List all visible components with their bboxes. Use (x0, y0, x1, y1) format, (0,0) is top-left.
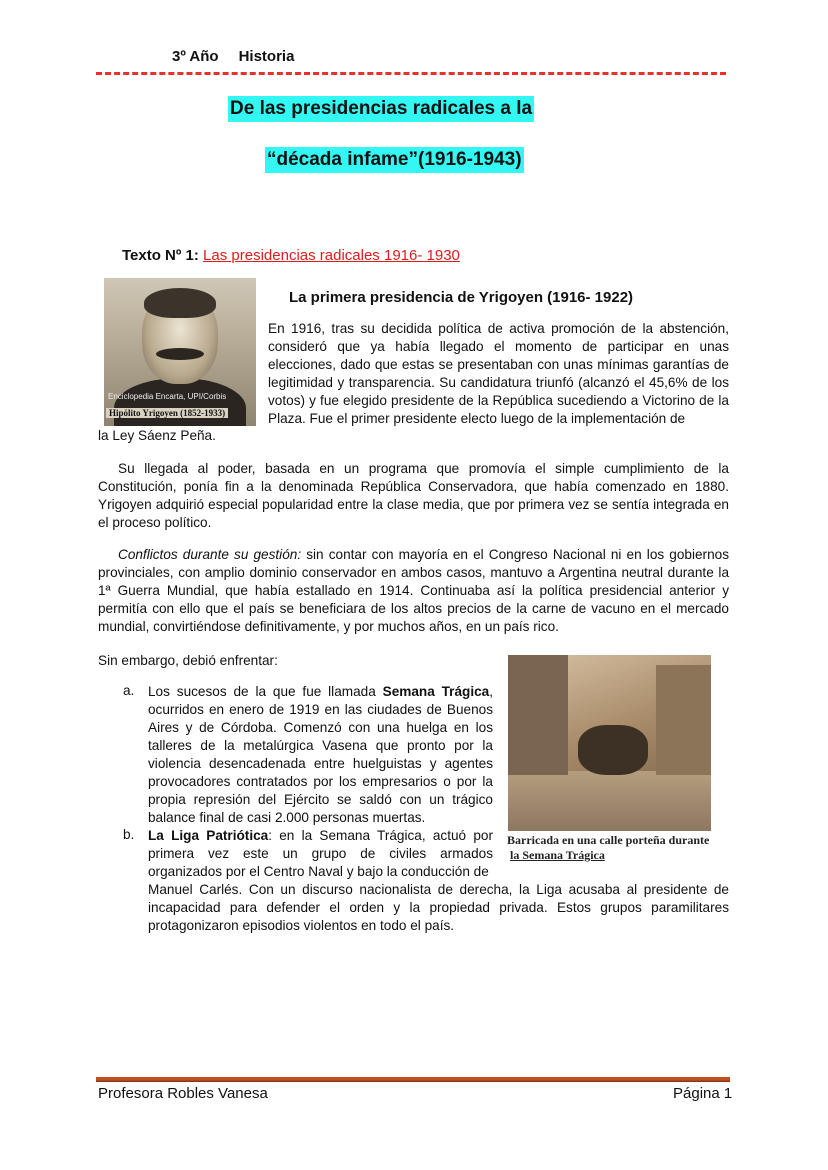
barricade-caption: Barricada en una calle porteña durante la Semana Trágica (507, 833, 710, 862)
text-label: Texto Nº 1: (122, 247, 199, 264)
paragraph-2: Su llegada al poder, basada en un programa que promovía el simple cumplimiento de la Constitución, ponía fin a la denominada República Conservadora, que había comenzado en 1880. Yrigoyen adquirió especial popularidad entre la clase media, que por primera vez se sentía integrada en el proceso político. (98, 461, 729, 530)
footer-rule (96, 1077, 730, 1082)
footer-author: Profesora Robles Vanesa (98, 1085, 268, 1102)
list-item-a: Los sucesos de la que fue llamada Semana Trágica, ocurridos en enero de 1919 en las ciudades de Buenos Aires y de Córdoba. Comenzó con una huelga en los talleres de la metalúrgica Vasena que pronto por la violencia desencadenada entre huelguistas y agentes provocadores contratados por los empresarios o por la propia represión del Ejército se saldó con un trágico balance final de casi 2.000 personas muertas. (148, 684, 493, 825)
title-line-1: De las presidencias radicales a la (228, 96, 534, 122)
list-label-a: a. (123, 683, 135, 698)
conflicts-label: Conflictos durante su gestión: (118, 547, 302, 562)
list-label-b: b. (123, 827, 135, 842)
text-link[interactable]: Las presidencias radicales 1916- 1930 (203, 247, 460, 264)
paragraph-1-end: la Ley Sáenz Peña. (98, 428, 216, 443)
photo-caption: Hipólito Yrigoyen (1852-1933) (106, 408, 228, 418)
page-header (172, 48, 294, 65)
list-item-b: La Liga Patriótica: en la Semana Trágica, actuó por primera vez este un grupo de civiles armados organizados por el Centro Naval y bajo la conducción de (148, 828, 494, 879)
text-heading (122, 247, 460, 264)
section-subtitle: La primera presidencia de Yrigoyen (1916- 1922) (289, 289, 634, 306)
footer-page: Página 1 (673, 1085, 733, 1102)
header-subject: Historia (238, 48, 295, 65)
list-item-b-end: Manuel Carlés. Con un discurso nacionalista de derecha, la Liga acusaba al presidente de incapacidad para defender el orden y la propiedad privada. Estos grupos paramilitares protagonizaron episodios violentos en todo el país. (148, 882, 729, 933)
yrigoyen-photo (104, 278, 256, 426)
paragraph-4: Sin embargo, debió enfrentar: (98, 653, 278, 668)
title-line-2: “década infame”(1916-1943) (265, 147, 524, 173)
barricade-photo (508, 655, 711, 831)
photo-credit: Enciclopedia Encarta, UPI/Corbis (108, 392, 227, 401)
paragraph-1: En 1916, tras su decidida política de activa promoción de la abstención, consideró que ya había llegado el momento de participar en unas elecciones, dado que estas se presentaban con unas mínimas garantías de legitimidad y transparencia. Su candidatura triunfó (alcanzó el 45,6% de los votos) y fue elegido presidente de la República sucediendo a Victorino de la Plaza. Fue el primer presidente electo luego de la implementación de (268, 321, 729, 426)
header-divider (96, 72, 726, 75)
header-year: 3º Año (172, 48, 219, 65)
paragraph-3: Conflictos durante su gestión: sin contar con mayoría en el Congreso Nacional ni en los gobiernos provinciales, con amplio dominio conservador en ambos casos, mantuvo a Argentina neutral durante la 1ª Guerra Mundial, que había estallado en 1914. Continuaba así la política presidencial anterior y permitía con ello que el país se beneficiara de los altos precios de la carne de vacuno en el mercado mundial, convirtiéndose definitivamente, y por muchos años, en un país rico. (98, 547, 729, 634)
